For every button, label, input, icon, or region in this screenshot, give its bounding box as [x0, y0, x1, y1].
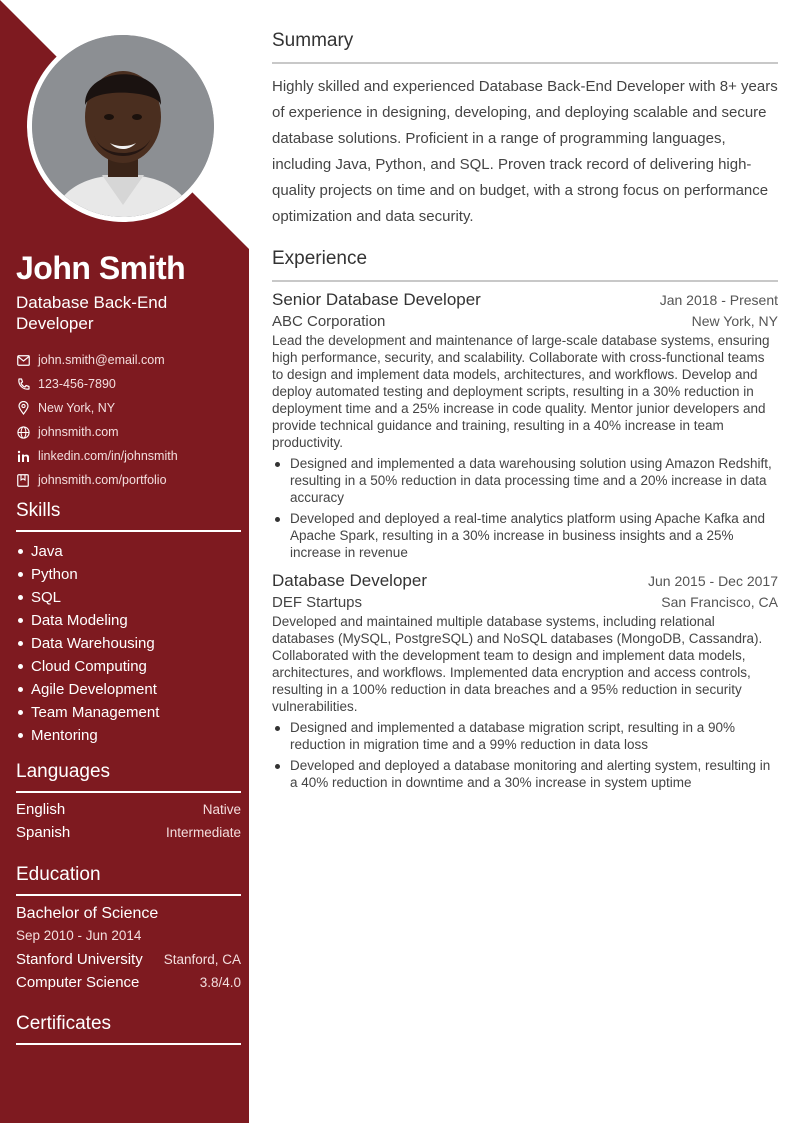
- summary-text: Highly skilled and experienced Database Back-End Developer with 8+ years of experience in designing, developing, and deploying scalable and secure database solutions. Proficient in a range of programming languages, including Java, Python, and SQL. Proven track record of delivering high-quality projects on time and on budget, with a strong focus on performance optimization and data security.: [272, 78, 778, 225]
- education-location: Stanford, CA: [163, 952, 241, 967]
- globe-icon: [16, 425, 30, 439]
- experience-heading: Experience: [272, 248, 778, 282]
- language-level: Intermediate: [165, 825, 241, 840]
- job-description: Developed and maintained multiple database systems, including relational databases (MySQL, PostgreSQL) and NoSQL databases (MongoDB, Cassandra). Collaborated with the development team to design and implement data models, architectures, and workflows. Implemented data encryption and access controls, resulting in a 100% reduction in data breaches and a 95% reduction in security vulnerabilities.: [272, 614, 763, 714]
- job-entry: [272, 290, 778, 561]
- language-row: [16, 824, 241, 847]
- contact-portfolio[interactable]: [16, 468, 241, 492]
- contact-website-text: johnsmith.com: [38, 425, 119, 439]
- skill-label: Java: [31, 543, 63, 560]
- skills-heading: Skills: [16, 500, 241, 532]
- skills-list: [16, 540, 241, 747]
- candidate-name: John Smith: [16, 250, 186, 286]
- portfolio-icon: [16, 473, 30, 487]
- envelope-icon: [16, 353, 30, 367]
- job-description: Lead the development and maintenance of large-scale database systems, ensuring high performance, security, and scalability. Collaborate with cross-functional teams to design and implement data models, architectures, and workflows. Develop and deploy automated testing and deployment scripts, resulting in a 30% reduction in deployment time and a 25% increase in code quality. Mentor junior developers and provide technical guidance and training, resulting in a 40% increase in team productivity.: [272, 333, 770, 450]
- job-location: New York, NY: [691, 313, 778, 329]
- contact-list: [16, 348, 241, 492]
- certificates-heading: Certificates: [16, 1013, 241, 1045]
- skill-item: [16, 655, 241, 678]
- language-level: Native: [202, 802, 241, 817]
- job-location: San Francisco, CA: [661, 594, 778, 610]
- skill-label: Mentoring: [31, 727, 98, 744]
- profile-photo: [27, 30, 219, 222]
- contact-location: [16, 396, 241, 420]
- linkedin-icon: [16, 449, 30, 463]
- skill-item: [16, 540, 241, 563]
- contact-linkedin-text: linkedin.com/in/johnsmith: [38, 449, 178, 463]
- sidebar: [0, 0, 249, 1123]
- education-dates: Sep 2010 - Jun 2014: [16, 928, 142, 943]
- skills-section: [16, 500, 241, 747]
- contact-linkedin[interactable]: [16, 444, 241, 468]
- skill-item: [16, 678, 241, 701]
- bullet-icon: [18, 549, 23, 554]
- bullet-icon: [18, 733, 23, 738]
- language-name: English: [16, 801, 66, 818]
- bullet-icon: [18, 595, 23, 600]
- skill-label: Python: [31, 566, 78, 583]
- education-school: Stanford University: [16, 951, 143, 968]
- language-row: [16, 801, 241, 824]
- bullet-icon: [18, 664, 23, 669]
- skill-label: Agile Development: [31, 681, 157, 698]
- skill-item: [16, 586, 241, 609]
- job-company: DEF Startups: [272, 594, 363, 611]
- job-achievements: [272, 719, 778, 791]
- job-title: Senior Database Developer: [272, 290, 481, 309]
- education-gpa: 3.8/4.0: [199, 975, 241, 990]
- education-field-row: [16, 974, 241, 997]
- contact-portfolio-text: johnsmith.com/portfolio: [38, 473, 167, 487]
- contact-phone[interactable]: [16, 372, 241, 396]
- achievement-item: Designed and implemented a database migration script, resulting in a 90% reduction in migration time and a 99% reduction in data loss: [272, 719, 778, 753]
- job-achievements: [272, 455, 778, 561]
- bullet-icon: [18, 687, 23, 692]
- job-title: Database Developer: [272, 571, 427, 590]
- skill-label: Data Warehousing: [31, 635, 155, 652]
- candidate-role: Database Back-End Developer: [16, 293, 168, 333]
- skill-label: Team Management: [31, 704, 160, 721]
- education-field: Computer Science: [16, 974, 140, 991]
- skill-item: [16, 563, 241, 586]
- skill-label: SQL: [31, 589, 62, 606]
- job-dates: Jan 2018 - Present: [659, 292, 778, 308]
- skill-item: [16, 701, 241, 724]
- language-name: Spanish: [16, 824, 71, 841]
- achievement-item: Developed and deployed a real-time analytics platform using Apache Kafka and Apache Spark, resulting in a 30% increase in business insights and a 25% increase in revenue: [272, 510, 778, 561]
- certificates-section: [16, 1013, 241, 1045]
- achievement-item: Developed and deployed a database monitoring and alerting system, resulting in a 40% reduction in downtime and a 30% increase in system uptime: [272, 757, 778, 791]
- languages-heading: Languages: [16, 761, 241, 793]
- contact-location-text: New York, NY: [38, 401, 116, 415]
- bullet-icon: [18, 710, 23, 715]
- education-degree: Bachelor of Science: [16, 905, 159, 922]
- contact-website[interactable]: [16, 420, 241, 444]
- job-header: [272, 571, 778, 591]
- location-pin-icon: [16, 401, 30, 415]
- job-company-row: [272, 313, 778, 330]
- job-dates: Jun 2015 - Dec 2017: [648, 573, 778, 589]
- avatar: [32, 35, 214, 217]
- phone-icon: [16, 377, 30, 391]
- achievement-item: Designed and implemented a data warehousing solution using Amazon Redshift, resulting in a 50% reduction in data processing time and a 20% increase in data accuracy: [272, 455, 778, 506]
- skill-item: [16, 609, 241, 632]
- languages-section: [16, 761, 241, 847]
- skill-item: [16, 724, 241, 747]
- contact-phone-text: 123-456-7890: [38, 377, 116, 391]
- education-section: [16, 864, 241, 997]
- job-company-row: [272, 594, 778, 611]
- job-company: ABC Corporation: [272, 313, 386, 330]
- job-entry: [272, 571, 778, 791]
- main-content: [272, 30, 778, 795]
- skill-label: Data Modeling: [31, 612, 128, 629]
- bullet-icon: [18, 641, 23, 646]
- education-heading: Education: [16, 864, 241, 896]
- skill-item: [16, 632, 241, 655]
- summary-heading: Summary: [272, 30, 778, 64]
- bullet-icon: [18, 618, 23, 623]
- skill-label: Cloud Computing: [31, 658, 147, 675]
- education-school-row: [16, 951, 241, 974]
- bullet-icon: [18, 572, 23, 577]
- contact-email-text: john.smith@email.com: [38, 353, 165, 367]
- job-header: [272, 290, 778, 310]
- contact-email[interactable]: [16, 348, 241, 372]
